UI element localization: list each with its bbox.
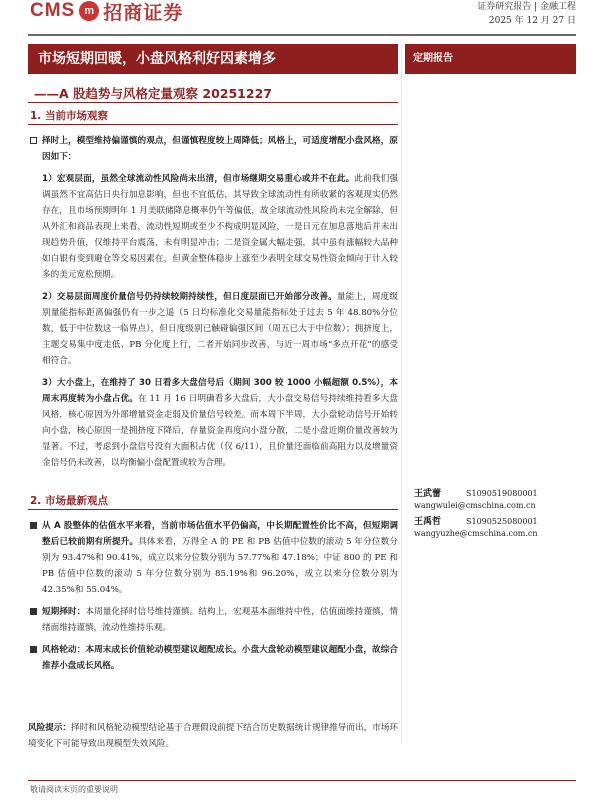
report-category: 证券研究报告 | 金融工程 [477, 2, 576, 12]
list-item [28, 518, 398, 598]
footer-divider [28, 780, 576, 781]
list-item [28, 604, 398, 636]
bullet-bold-text: 风格轮动： [42, 645, 86, 655]
analyst-card [414, 516, 538, 540]
bullet-bold-text: 从 A 股整体的估值水平来看，当前市场估值水平仍偏高，中长期配置性价比不高，但短期调整后已较前期有所提升。 [42, 521, 398, 547]
analyst-email[interactable]: wangwulei@cmschina.com.cn [414, 501, 536, 510]
risk-warning [28, 720, 398, 752]
logo-latin: CMS [30, 0, 76, 21]
analyst-card [414, 488, 538, 512]
column-divider [401, 44, 402, 744]
analyst-name: 王禹哲 [414, 517, 442, 527]
paragraph-size-style [28, 375, 398, 471]
paragraph-lead: 3）大小盘上，在维持了 30 日看多大盘信号后（期间 300 较 1000 小幅超额 0.5%），本周末再度转为小盘占优。 [42, 378, 398, 404]
side-title: 定期报告 [405, 44, 576, 74]
section-divider [28, 509, 398, 510]
paragraph-lead: 1）宏观层面，虽然全球流动性风险尚未出清，但市场继期交易重心或并不在此。 [42, 174, 355, 184]
section-heading-2: 2. 市场最新观点 [30, 495, 108, 507]
paragraph-trading [28, 289, 398, 369]
header-divider [28, 34, 576, 36]
main-content [28, 108, 398, 674]
report-subtitle: ——A 股趋势与风格定量观察 20251227 [34, 86, 272, 101]
paragraph-body: 在 11 月 16 日明确看多大盘后，大小盘交易信号持续维持看多大盘风格，核心原因为外部增量资金走弱及价量信号较差。而本周下半周，大小盘轮动信号开始转向小盘，核心原因一是拥挤度下降后，存量资金再度向小盘分散，二是小盘近期价量改善较为显著。不过，考虑到小盘信号没有大面积占优（仅 6/11），且价量还面临前高阻力以及增量资金信号仍未改善，以均衡偏小盘配置或较为合理。 [42, 394, 398, 468]
bullet-bold-text: 本周末成长价值轮动模型建议超配成长。小盘大盘轮动模型建议超配小盘，故综合推荐小盘成长风格。 [42, 645, 398, 671]
logo-mark-icon: m [79, 1, 99, 21]
footer-note: 敬请阅读末页的重要说明 [30, 785, 118, 794]
report-title: 市场短期回暖，小盘风格利好因素增多 [28, 44, 398, 74]
analyst-name: 王武蕾 [414, 489, 442, 499]
paragraph-macro [28, 171, 398, 283]
paragraph-body: 量能上，周度级别量能指标距离偏强仍有一步之遥（5 日均标准化交易量能指标处于过去 5 年 48.80%分位数，低于中位数这一临界点），但日度级别已触碰偏强区间（周五已大于中位数）；拥挤度上，主题交易集中度走低、PB 分化度上行，二者开始同步改善，与近一周市场“多点开花”的感受相符合。 [42, 292, 398, 366]
square-bullet-icon [30, 646, 37, 653]
paragraph-lead: 2）交易层面周度价量信号仍持续较期持续性，但日度层面已开始部分改善。 [42, 292, 337, 302]
bullet-bold-text: 短期择时： [42, 607, 86, 617]
risk-label: 风险提示： [28, 723, 72, 733]
subtitle-divider [28, 102, 398, 103]
analyst-code: S1090519080001 [466, 489, 538, 498]
page-header [0, 0, 600, 36]
logo-chinese: 招商证券 [103, 1, 184, 24]
report-date: 2025 年 12 月 27 日 [488, 16, 576, 26]
section-heading-1: 1. 当前市场观察 [30, 110, 108, 122]
square-bullet-icon [30, 522, 37, 529]
bullet-body: 本周量化择时信号维持谨慎。结构上，宏观基本面维持中性，估值面维持谨慎，情绪面维持谨慎，流动性维持乐观。 [42, 607, 398, 633]
list-item [28, 642, 398, 674]
bullet-bold-text: 择时上，模型维持偏谨慎的观点，但谨慎程度较上周降低；风格上，可适度增配小盘风格，原因如下： [42, 136, 398, 162]
report-meta [477, 0, 576, 28]
analyst-email[interactable]: wangyuzhe@cmschina.com.cn [414, 529, 538, 538]
checkbox-bullet-icon [30, 137, 37, 144]
risk-text: 择时和风格轮动模型结论基于合理假设前提下结合历史数据统计规律推导而出，市场环境变化下可能导致出现模型失效风险。 [28, 723, 398, 749]
analyst-code: S1090525080001 [466, 517, 538, 526]
section-divider [28, 124, 398, 125]
company-logo [30, 0, 183, 22]
paragraph-body: 此前我们强调虽然不宜高估日央行加息影响，但也不宜低估，其导致全球流动性有所收紧的客观现实仍然存在，且市场预期明年 1 月美联储降息概率仍午等偏低，故全球流动性风险尚未完全解除，但从外汇和商品表现上来看，流动性短期或至少不构成明显风险，一是日元在加息落地后并未出现趋势升值，仅维持平台震荡，未有明显冲击；二是资金属大幅走强，其中虽有涨幅较大品种如白银有变到避仓等交易因素在，但黄金整体稳步上涨至少表明全球交易性资金倾向于计入较多的美元宽松预期。 [42, 174, 398, 280]
list-item [28, 133, 398, 165]
square-bullet-icon [30, 608, 37, 615]
bullet-body: 具体来看，万得全 A 的 PE 和 PB 估值中位数的滚动 5 年分位数分别为 93.47%和 90.41%，成立以来分位数分别为 57.77%和 47.18%；中证 800 的 PE 和 PB 估值中位数的滚动 5 年分位数分别为 85.19%和 96.20%，成立以来分位数分别为 42.35%和 55.04%。 [42, 537, 398, 595]
